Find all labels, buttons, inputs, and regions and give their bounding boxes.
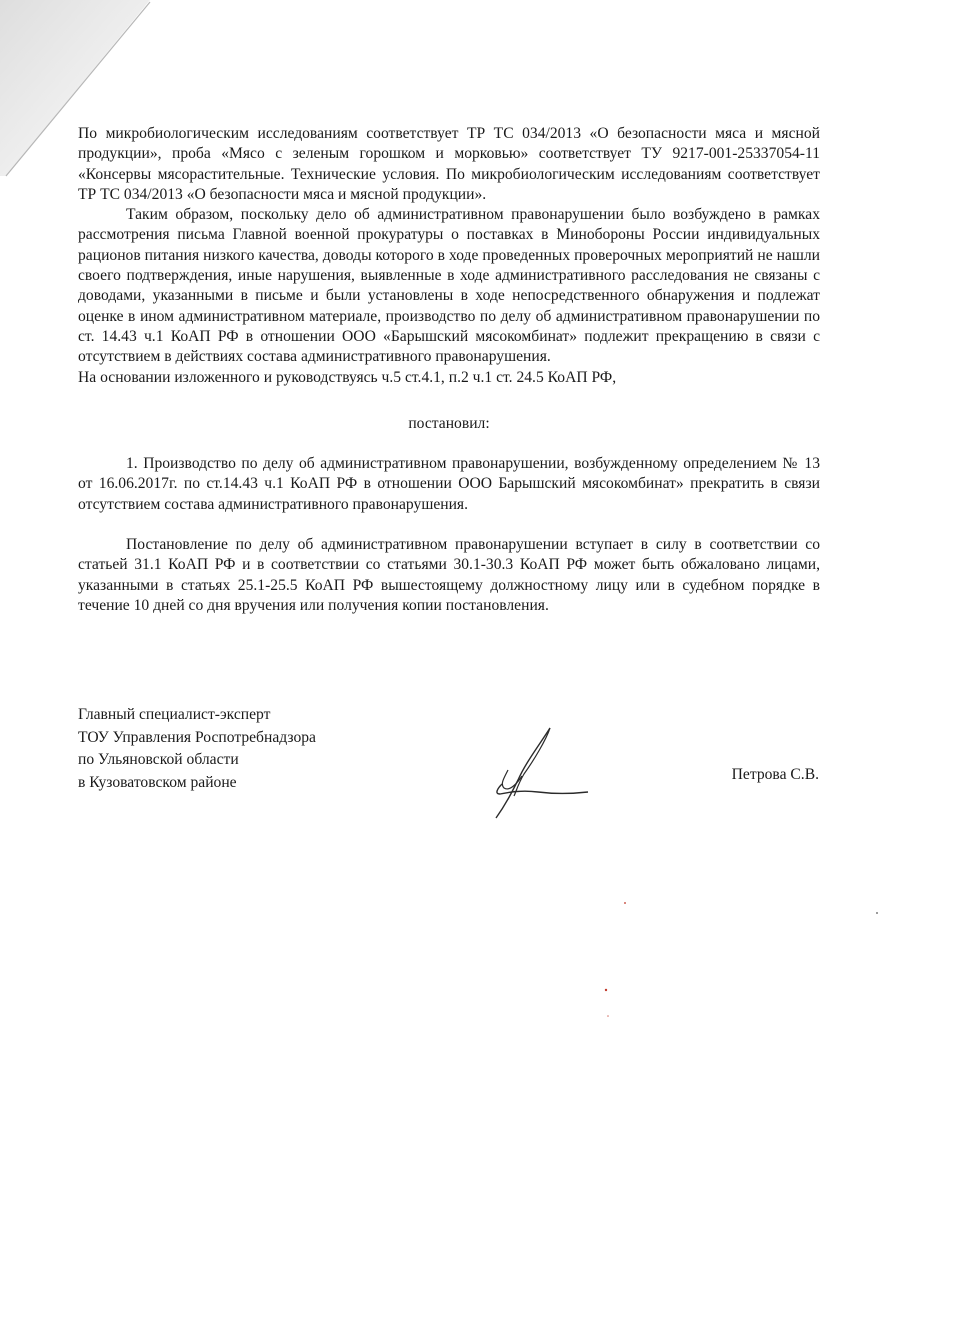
- ruling-item-1: 1. Производство по делу об административном правонарушении, возбужденному определением № 13 от 16.06.2017г. по ст.14.43 ч.1 КоАП РФ в отношении ООО Барышский мясокомбинат» прекратить в связи отсутствием состава административного правонарушения.: [78, 455, 820, 513]
- signatory-title-block: [78, 704, 316, 794]
- signatory-region: по Ульяновской области: [78, 751, 239, 768]
- speck-mark: [874, 910, 880, 916]
- signatory-district: в Кузоватовском районе: [78, 773, 237, 791]
- red-speck-marks: [600, 980, 612, 1020]
- speck-mark: [622, 900, 628, 906]
- document-body: [78, 124, 820, 616]
- ruling-heading: постановил:: [408, 414, 490, 432]
- handwritten-signature: [488, 722, 598, 822]
- signatory-name: Петрова С.В.: [731, 766, 819, 783]
- appeal-notice: Постановление по делу об административном правонарушении вступает в силу в соответствии со статьей 31.1 КоАП РФ и в соответствии со статьями 30.1-30.3 КоАП РФ может быть обжаловано лицами, указанными в статьях 25.1-25.5 КоАП РФ вышестоящему должностному лицу или в судебном порядке в течение 10 дней со дня вручения или получения копии постановления.: [78, 536, 820, 614]
- signatory-position: Главный специалист-эксперт: [78, 706, 271, 723]
- paragraph-legal-basis: На основании изложенного и руководствуясь ч.5 ст.4.1, п.2 ч.1 ст. 24.5 КоАП РФ,: [78, 368, 617, 386]
- paragraph-conclusion: Таким образом, поскольку дело об административном правонарушении было возбуждено в рамках рассмотрения письма Главной военной прокуратуры о поставках в Минобороны России индивидуальных рационов питания низкого качества, доводы которого в ходе проведенных проверочных мероприятий не нашли своего подтверждения, иные нарушения, выявленные в ходе административного расследования не связаны с доводами, указанными в письме и были установлены в ходе непосредственного обнаружения и подлежат оценке в ином административном материале, производство по делу об административном правонарушении по ст. 14.43 ч.1 КоАП РФ в отношении ООО «Барышский мясокомбинат» подлежит прекращению в связи с отсутствием в действиях состава административного правонарушения.: [78, 206, 820, 366]
- signatory-organization: ТОУ Управления Роспотребнадзора: [78, 728, 316, 746]
- paragraph-microbiology: По микробиологическим исследованиям соответствует ТР ТС 034/2013 «О безопасности мяса и мясной продукции», проба «Мясо с зеленым горошком и морковью» соответствует ТУ 9217-001-25337054-11 «Консервы мясорастительные. Технические условия. По микробиологическим исследованиям соответствует ТР ТС 034/2013 «О безопасности мяса и мясной продукции».: [78, 125, 820, 203]
